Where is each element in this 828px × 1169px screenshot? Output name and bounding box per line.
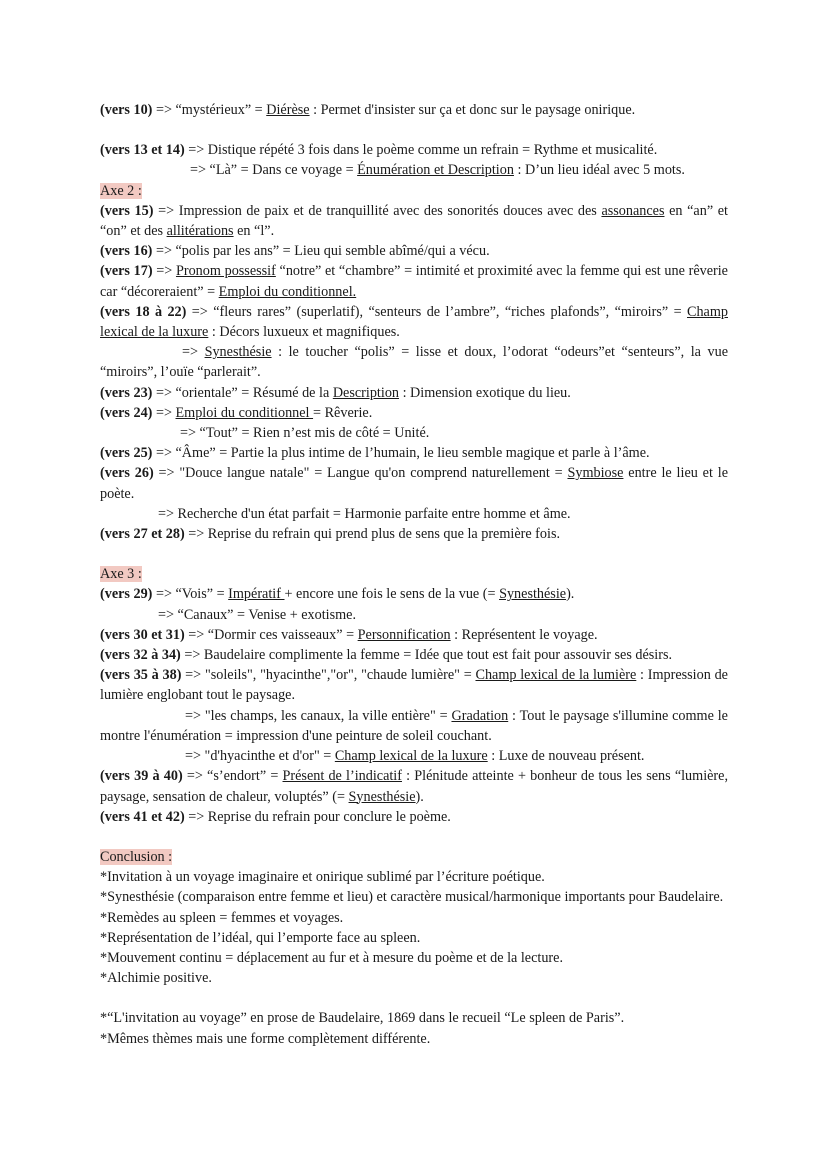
note-vers-27-28: (vers 27 et 28) => Reprise du refrain qui prend plus de sens que la première fois. [100,526,561,543]
conclusion-item: *Remèdes au spleen = femmes et voyages. [100,909,344,926]
note-vers-13-14: (vers 13 et 14) => Distique répété 3 fois dans le poème comme un refrain = Rythme et musicalité. [100,142,658,159]
section-heading-axe-3: Axe 3 : [100,566,142,583]
document-page [100,100,728,1049]
note-vers-29: (vers 29) => “Vois” = Impératif + encore une fois le sens de la vue (= Synesthésie). [100,586,575,603]
note-vers-26: (vers 26) => "Douce langue natale" = Langue qu'on comprend naturellement = Symbiose entre le lieu et le poète. [100,465,728,502]
note-vers-35-38-gradation: => "les champs, les canaux, la ville entière" = Gradation : Tout le paysage s'illumine comme le montre l'énumération = impression d'une peinture de soleil couchant. [100,707,728,744]
note-vers-18-22: (vers 18 à 22) => “fleurs rares” (superlatif), “senteurs de l’ambre”, “riches plafonds”, “miroirs” = Champ lexical de la luxure : Décors luxueux et magnifiques. [100,303,728,341]
section-heading-conclusion: Conclusion : [100,848,173,865]
note-vers-26-cont: => Recherche d'un état parfait = Harmonie parfaite entre homme et âme. [158,505,571,522]
conclusion-item: *Alchimie positive. [100,970,212,987]
extra-note: *Mêmes thèmes mais une forme complètement différente. [100,1030,431,1047]
note-vers-10: (vers 10) => “mystérieux” = Diérèse : Permet d'insister sur ça et donc sur le paysage onirique. [100,102,636,118]
note-vers-29-cont: => “Canaux” = Venise + exotisme. [158,606,357,623]
note-vers-35-38: (vers 35 à 38) => "soleils", "hyacinthe","or", "chaude lumière" = Champ lexical de la lumière : Impression de lumière englobant tout le paysage. [100,667,728,704]
note-vers-17: (vers 17) => Pronom possessif “notre” et “chambre” = intimité et proximité avec la femme qui est une rêverie car “décoreraient” = Emploi du conditionnel. [100,263,728,300]
note-vers-13-14-cont: => “Là” = Dans ce voyage = Énumération et Description : D’un lieu idéal avec 5 mots. [190,162,685,179]
section-heading-axe-2: Axe 2 : [100,182,142,199]
note-vers-41-42: (vers 41 et 42) => Reprise du refrain pour conclure le poème. [100,808,451,825]
conclusion-item: *Représentation de l’idéal, qui l’emporte face au spleen. [100,929,421,946]
note-vers-24: (vers 24) => Emploi du conditionnel = Rêverie. [100,404,373,421]
note-vers-16: (vers 16) => “polis par les ans” = Lieu qui semble abîmé/qui a vécu. [100,243,490,260]
note-vers-18-22-synesthesie: => Synesthésie : le toucher “polis” = lisse et doux, l’odorat “odeurs”et “senteurs”, la vue “miroirs”, l’ouïe “parlerait”. [100,344,728,381]
note-vers-15: (vers 15) => Impression de paix et de tranquillité avec des sonorités douces avec des assonances en “an” et “on” et des allitérations en “l”. [100,202,728,240]
conclusion-item: *Mouvement continu = déplacement au fur et à mesure du poème et de la lecture. [100,949,564,966]
conclusion-item: *Invitation à un voyage imaginaire et onirique sublimé par l’écriture poétique. [100,869,545,886]
extra-note: *“L'invitation au voyage” en prose de Baudelaire, 1869 dans le recueil “Le spleen de Paris”. [100,1010,625,1027]
note-vers-39-40: (vers 39 à 40) => “s’endort” = Présent de l’indicatif : Plénitude atteinte + bonheur de tous les sens “lumière, paysage, sensation de chaleur, voluptés” (= Synesthésie). [100,768,728,805]
note-vers-23: (vers 23) => “orientale” = Résumé de la Description : Dimension exotique du lieu. [100,384,571,401]
note-vers-24-cont: => “Tout” = Rien n’est mis de côté = Unité. [180,425,430,442]
note-vers-32-34: (vers 32 à 34) => Baudelaire complimente la femme = Idée que tout est fait pour assouvir ses désirs. [100,647,673,664]
note-vers-25: (vers 25) => “Âme” = Partie la plus intime de l’humain, le lieu semble magique et parle à l’âme. [100,445,650,462]
note-vers-35-38-luxure: => "d'hyacinthe et d'or" = Champ lexical de la luxure : Luxe de nouveau présent. [185,748,645,765]
note-vers-30-31: (vers 30 et 31) => “Dormir ces vaisseaux” = Personnification : Représentent le voyage. [100,626,598,643]
conclusion-item: *Synesthésie (comparaison entre femme et lieu) et caractère musical/harmonique importants pour Baudelaire. [100,889,724,906]
